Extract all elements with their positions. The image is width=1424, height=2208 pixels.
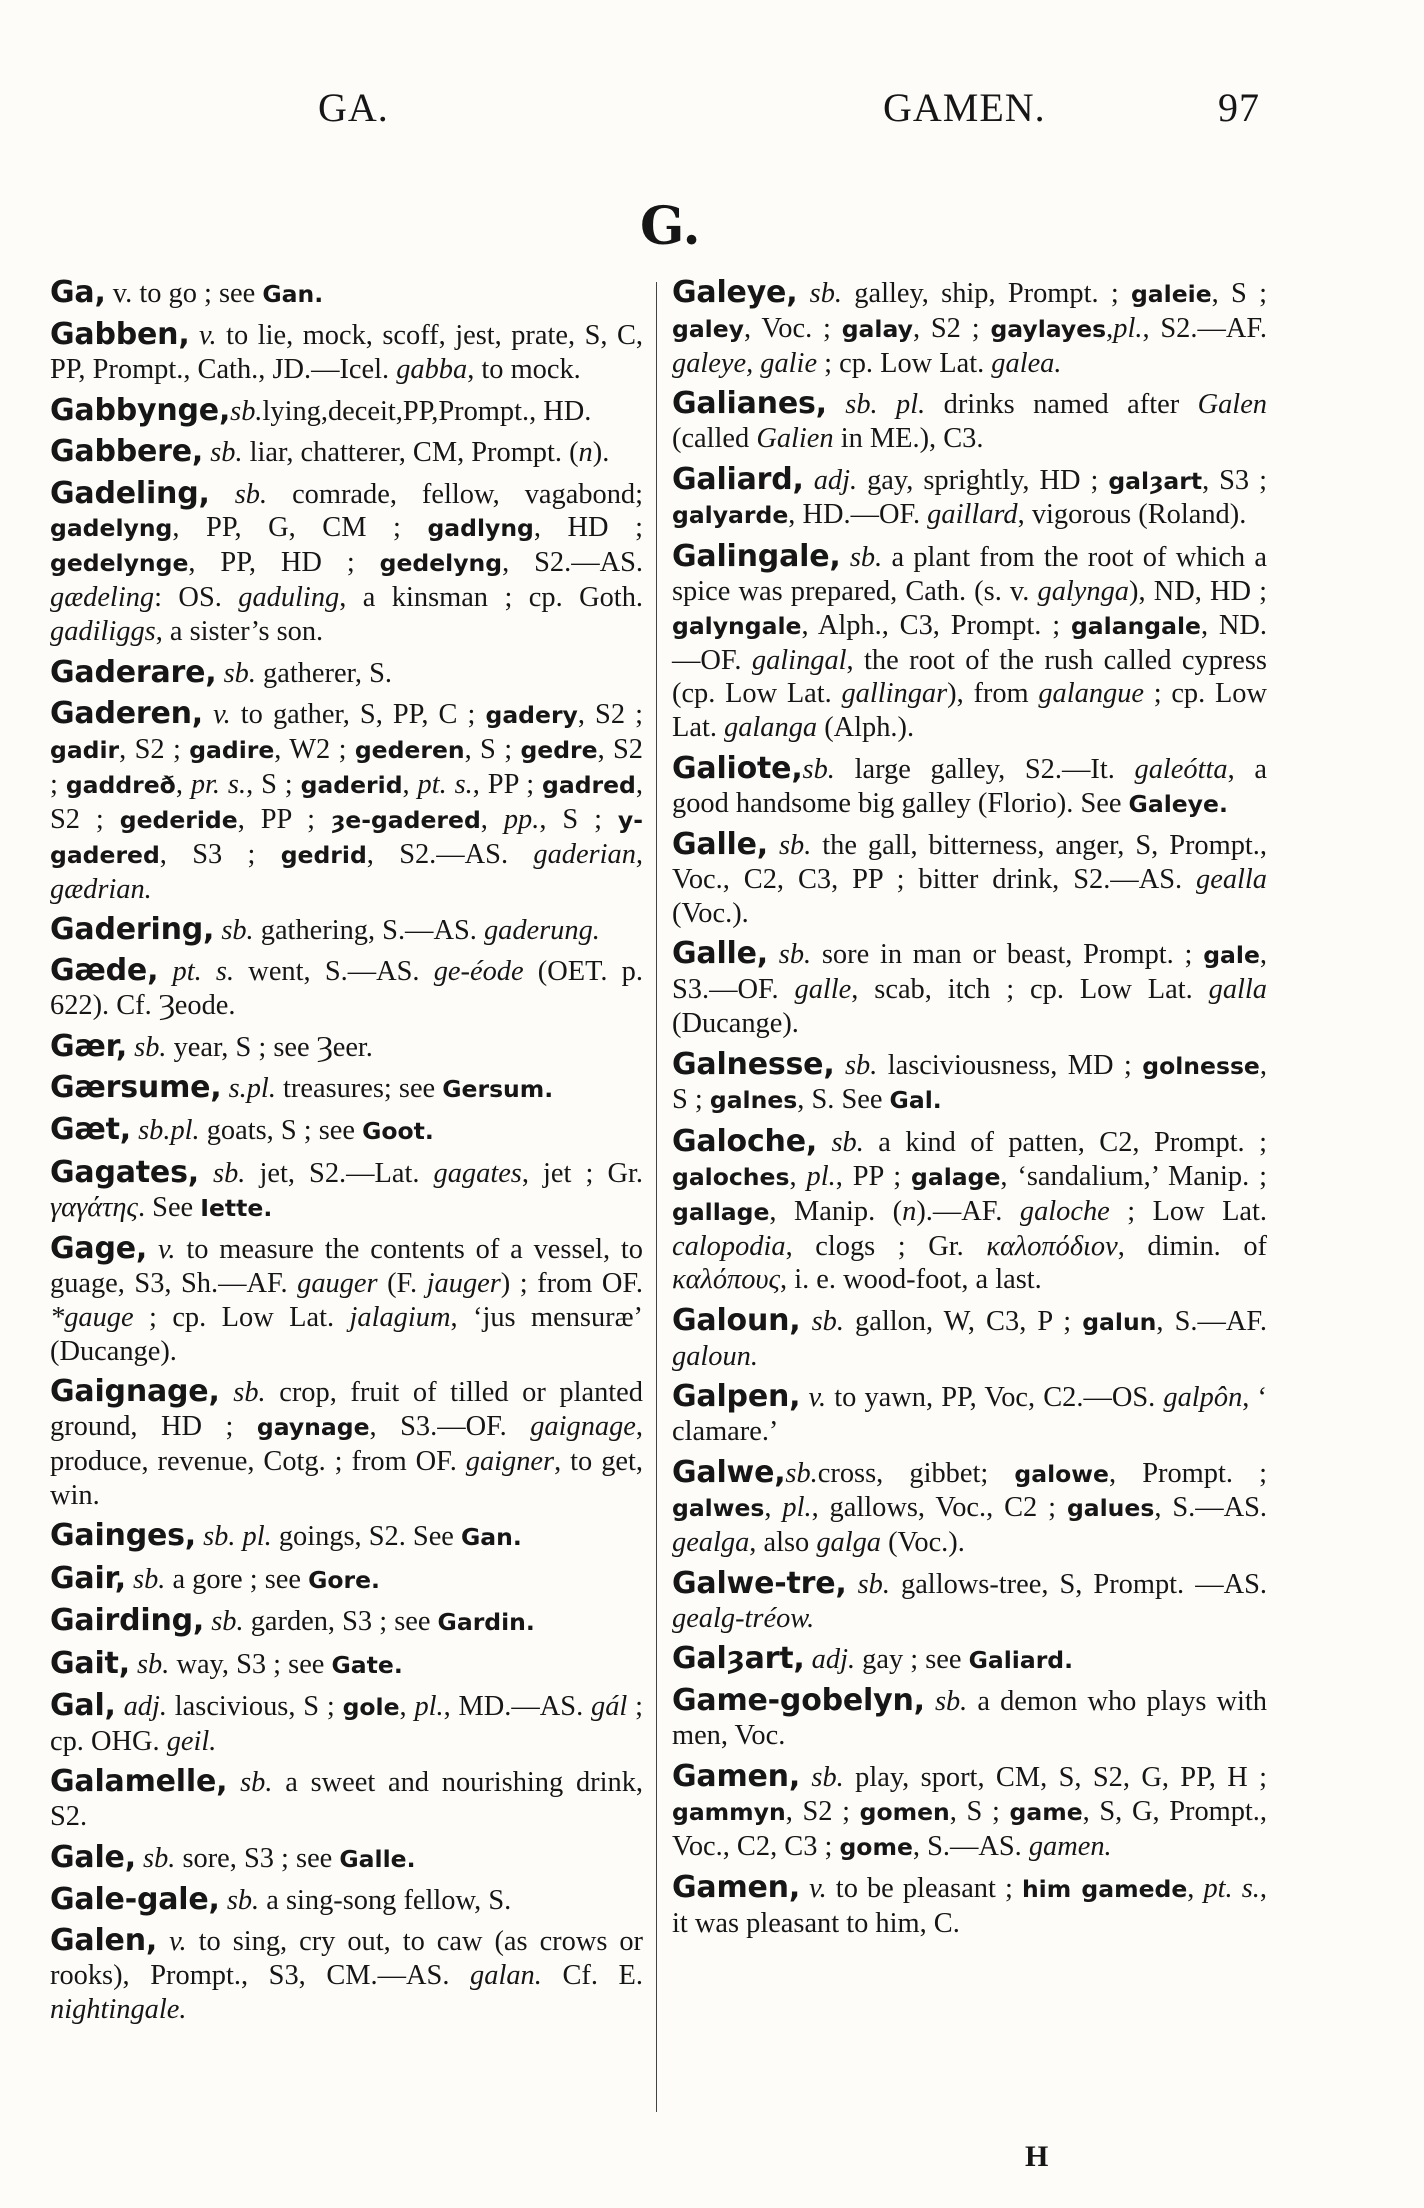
entry-definition: sb. a kind of patten, C2, Prompt. ; galoches, pl., PP ; galage, ‘sandalium,’ Manip. ; gallage, Manip. (n).—AF. galoche ; Low Lat. calopodia, clogs ; Gr. καλοπόδιον, dimin. of καλόπους, i. e. wood-foot, a last.: [672, 1126, 1268, 1296]
entry-headword: Galoun,: [672, 1302, 801, 1338]
entry-definition: sb. pl. goings, S2. See Gan.: [203, 1521, 522, 1553]
dictionary-entry: [672, 1871, 1267, 1941]
dictionary-entry: [50, 913, 643, 948]
entry-definition: v. to be pleasant ; him gamede, pt. s., it was pleasant to him, C.: [672, 1872, 1267, 1939]
entry-definition: adj. gay ; see Galiard.: [811, 1644, 1074, 1676]
entry-headword: Gæde,: [50, 953, 159, 989]
dictionary-entry: [50, 1604, 643, 1640]
entry-headword: Gale-gale,: [50, 1882, 220, 1918]
entry-definition: sb.pl. goats, S ; see Goot.: [138, 1115, 434, 1147]
entry-definition: sb. gatherer, S.: [223, 657, 392, 689]
dictionary-entry: [672, 1567, 1267, 1636]
entry-definition: sb. sore in man or beast, Prompt. ; gale, S3.—OF. galle, scab, itch ; cp. Low Lat. galla (Ducange).: [672, 939, 1267, 1040]
dictionary-entry: [50, 276, 643, 312]
entry-definition: pt. s. went, S.—AS. ge-éode (OET. p. 622). Cf. Ȝeode.: [50, 956, 643, 1022]
entry-headword: Gait,: [50, 1645, 130, 1681]
entry-headword: Gale,: [50, 1839, 136, 1875]
dictionary-entry: [672, 540, 1267, 745]
entry-headword: Gabbere,: [50, 434, 204, 470]
entry-definition: sb. pl. drinks named after Galen (called Galien in ME.), C3.: [672, 389, 1267, 455]
entry-definition: sb.lying,deceit,PP,Prompt., HD.: [230, 395, 592, 427]
entry-definition: sb.cross, gibbet; galowe, Prompt. ; galwes, pl., gallows, Voc., C2 ; galues, S.—AS. gealga, also galga (Voc.).: [672, 1457, 1267, 1559]
dictionary-entry: [50, 954, 643, 1023]
entry-definition: sb. way, S3 ; see Gate.: [137, 1648, 403, 1680]
entry-headword: Galiard,: [672, 461, 804, 497]
running-head-left: GA.: [318, 85, 389, 130]
dictionary-entry: [672, 1642, 1267, 1678]
dictionary-entry: [50, 1519, 643, 1555]
entry-definition: sb. a demon who plays with men, Voc.: [672, 1686, 1267, 1752]
entry-headword: Gadering,: [50, 911, 215, 947]
dictionary-entry: [672, 387, 1267, 456]
entry-headword: Gaderare,: [50, 654, 217, 690]
dictionary-entry: [672, 1048, 1267, 1119]
dictionary-entry: [50, 477, 643, 650]
entry-headword: Galianes,: [672, 386, 827, 422]
entry-headword: Gadeling,: [50, 475, 210, 511]
entry-definition: sb. a sweet and nourishing drink, S2.: [50, 1767, 643, 1833]
entry-definition: sb. gallows-tree, S, Prompt. —AS. gealg-tréow.: [672, 1568, 1267, 1634]
entry-headword: Gaignage,: [50, 1374, 220, 1410]
entry-headword: Gair,: [50, 1560, 126, 1596]
entry-headword: Gamen,: [672, 1758, 801, 1794]
entry-definition: sb. sore, S3 ; see Galle.: [143, 1842, 416, 1874]
entry-headword: Gabbynge,: [50, 392, 231, 428]
entry-headword: Gairding,: [50, 1603, 205, 1639]
entry-headword: Galoche,: [672, 1123, 818, 1159]
entry-headword: Gaderen,: [50, 695, 203, 731]
right-column: [672, 276, 1267, 1947]
dictionary-entry: [50, 656, 643, 691]
dictionary-entry: [50, 1071, 643, 1107]
dictionary-entry: [50, 697, 643, 906]
entry-headword: Galnesse,: [672, 1046, 835, 1082]
entry-definition: sb. jet, S2.—Lat. gagates, jet ; Gr. γαγάτης. See Iette.: [50, 1157, 643, 1223]
entry-headword: Galwe-tre,: [672, 1565, 847, 1601]
dictionary-entry: [50, 1562, 643, 1598]
entry-definition: sb. the gall, bitterness, anger, S, Prompt., Voc., C2, C3, PP ; bitter drink, S2.—AS. gealla (Voc.).: [672, 830, 1267, 929]
entry-headword: Gagates,: [50, 1154, 199, 1190]
dictionary-entry: [50, 1689, 643, 1759]
entry-definition: s.pl. treasures; see Gersum.: [228, 1073, 554, 1105]
entry-headword: Gamen,: [672, 1869, 801, 1905]
entry-definition: sb. comrade, fellow, vagabond; gadelyng, PP, G, CM ; gadlyng, HD ; gedelynge, PP, HD ; gedelyng, S2.—AS. gædeling: OS. gaduling, a kinsman ; cp. Goth. gadiliggs, a sister’s son.: [50, 478, 643, 648]
entry-headword: Galamelle,: [50, 1764, 228, 1800]
dictionary-entry: [50, 1113, 643, 1149]
dictionary-entry: [50, 1232, 643, 1369]
entry-headword: Galle,: [672, 936, 768, 972]
section-letter: G.: [640, 196, 701, 257]
entry-definition: v. to sing, cry out, to caw (as crows or rooks), Prompt., S3, CM.—AS. galan. Cf. E. nightingale.: [50, 1926, 644, 2026]
entry-definition: v. to gather, S, PP, C ; gadery, S2 ; gadir, S2 ; gadire, W2 ; gederen, S ; gedre, S2 ; gaddreð, pr. s., S ; gaderid, pt. s., PP ; gadred, S2 ; gederide, PP ; ȝe-gadered, pp., S ; y-gadered, S3 ; gedrid, S2.—AS. gaderian, gædrian.: [50, 698, 643, 905]
entry-definition: sb. a plant from the root of which a spice was prepared, Cath. (s. v. galynga), ND, HD ; galyngale, Alph., C3, Prompt. ; galangale, ND.—OF. galingal, the root of the rush called cypress (cp. Low Lat. gallingar), from galangue ; cp. Low Lat. galanga (Alph.).: [672, 541, 1267, 744]
entry-headword: Game-gobelyn,: [672, 1683, 925, 1719]
entry-headword: Ga,: [50, 275, 106, 310]
entry-definition: sb. garden, S3 ; see Gardin.: [211, 1606, 535, 1638]
entry-definition: sb. crop, fruit of tilled or planted ground, HD ; gaynage, S3.—OF. gaignage, produce, revenue, Cotg. ; from OF. gaigner, to get, win.: [50, 1377, 643, 1511]
dictionary-entry: [50, 435, 643, 470]
entry-definition: sb. a gore ; see Gore.: [133, 1563, 380, 1595]
running-head-right: GAMEN.: [883, 85, 1046, 130]
dictionary-entry: [50, 1883, 643, 1918]
dictionary-entry: [672, 1380, 1267, 1449]
dictionary-entry: [50, 1841, 643, 1877]
entry-definition: v. to measure the contents of a vessel, to guage, S3, Sh.—AF. gauger (F. jauger) ; from OF. *gauge ; cp. Low Lat. jalagium, ‘jus mensuræ’ (Ducange).: [50, 1234, 643, 1367]
entry-headword: Gær,: [50, 1028, 128, 1064]
entry-headword: Galwe,: [672, 1454, 786, 1490]
entry-definition: v. to lie, mock, scoff, jest, prate, S, C, PP, Prompt., Cath., JD.—Icel. gabba, to mock.: [50, 320, 643, 386]
entry-headword: Galȝart,: [672, 1641, 805, 1677]
dictionary-entry: [50, 1156, 643, 1226]
dictionary-entry: [672, 1125, 1267, 1298]
dictionary-entry: [672, 1684, 1267, 1753]
entry-headword: Galpen,: [672, 1379, 801, 1415]
entry-definition: sb. large galley, S2.—It. galeótta, a good handsome big galley (Florio). See Galeye.: [672, 753, 1267, 819]
dictionary-entry: [50, 318, 643, 387]
entry-definition: adj. gay, sprightly, HD ; galȝart, S3 ; galyarde, HD.—OF. gaillard, vigorous (Roland).: [672, 464, 1267, 531]
dictionary-entry: [672, 463, 1267, 534]
dictionary-entry: [50, 1030, 643, 1065]
dictionary-entry: [50, 1375, 643, 1513]
entry-headword: Gærsume,: [50, 1070, 222, 1106]
page-number: 97: [1218, 85, 1260, 130]
dictionary-entry: [50, 394, 643, 429]
entry-headword: Gal,: [50, 1688, 116, 1724]
dictionary-entry: [50, 1647, 643, 1683]
entry-headword: Galeye,: [672, 275, 798, 310]
entry-definition: v. to go ; see Gan.: [105, 278, 324, 309]
dictionary-entry: [672, 752, 1267, 822]
dictionary-entry: [672, 1456, 1267, 1561]
column-divider: [656, 282, 657, 2112]
entry-definition: sb. lasciviousness, MD ; golnesse, S ; galnes, S. See Gal.: [672, 1049, 1267, 1116]
dictionary-entry: [672, 1304, 1267, 1374]
entry-definition: sb. galley, ship, Prompt. ; galeie, S ; galey, Voc. ; galay, S2 ; gaylayes,pl., S2.—AF. galeye, galie ; cp. Low Lat. galea.: [672, 278, 1267, 379]
entry-headword: Gage,: [50, 1231, 148, 1267]
dictionary-entry: [50, 1765, 643, 1834]
entry-definition: sb. year, S ; see Ȝeer.: [134, 1031, 373, 1063]
entry-headword: Gæt,: [50, 1112, 131, 1148]
dictionary-entry: [50, 1924, 643, 2027]
entry-definition: sb. gathering, S.—AS. gaderung.: [221, 914, 600, 946]
dictionary-entry: [672, 1760, 1267, 1865]
left-column: [50, 276, 643, 2034]
entry-definition: adj. lascivious, S ; gole, pl., MD.—AS. gál ; cp. OHG. geil.: [50, 1691, 643, 1757]
entry-headword: Gabben,: [50, 317, 190, 353]
entry-headword: Galiote,: [672, 750, 803, 786]
entry-definition: v. to yawn, PP, Voc, C2.—OS. galpôn, ‘ clamare.’: [672, 1382, 1267, 1448]
entry-definition: sb. liar, chatterer, CM, Prompt. (n).: [210, 437, 610, 469]
entry-headword: Gainges,: [50, 1518, 196, 1554]
dictionary-entry: [672, 276, 1267, 381]
entry-definition: sb. play, sport, CM, S, S2, G, PP, H ; gammyn, S2 ; gomen, S ; game, S, G, Prompt., Voc., C2, C3 ; gome, S.—AS. gamen.: [672, 1761, 1267, 1862]
entry-definition: sb. a sing-song fellow, S.: [226, 1885, 512, 1917]
dictionary-entry: [672, 828, 1267, 931]
entry-headword: Galle,: [672, 827, 768, 863]
signature-mark: H: [1025, 2140, 1049, 2173]
dictionary-entry: [672, 937, 1267, 1041]
entry-headword: Galingale,: [672, 538, 841, 574]
entry-definition: sb. gallon, W, C3, P ; galun, S.—AF. galoun.: [672, 1305, 1267, 1372]
entry-headword: Galen,: [50, 1923, 158, 1959]
